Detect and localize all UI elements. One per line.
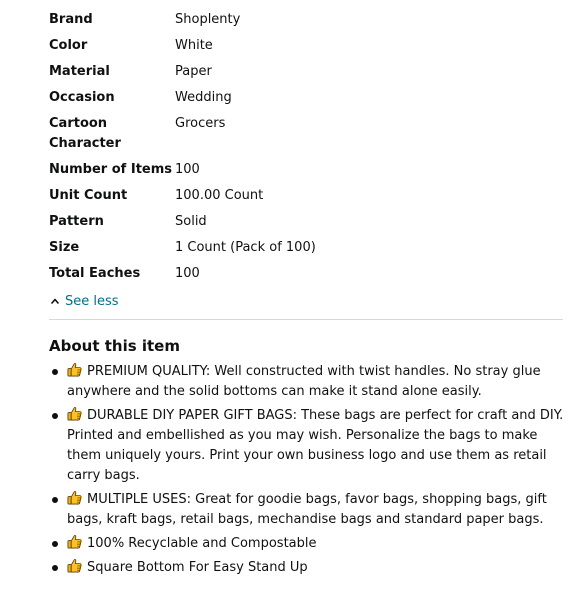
product-specs-table: [49, 10, 316, 290]
spec-label: Cartoon Character: [49, 116, 121, 151]
spec-label: Number of Items: [49, 162, 173, 177]
spec-label: Unit Count: [49, 188, 128, 203]
feature-bullets-list: [49, 362, 565, 578]
thumbs-up-icon: [67, 558, 82, 573]
feature-bullet: [49, 362, 565, 402]
spec-value: 1 Count (Pack of 100): [175, 240, 316, 255]
bullet-dot: [52, 497, 58, 503]
bullet-dot: [52, 413, 58, 419]
feature-bullet: [49, 406, 565, 486]
section-divider: [49, 319, 563, 320]
spec-row-total-eaches: [49, 264, 316, 290]
bullet-dot: [52, 565, 58, 571]
bullet-dot: [52, 541, 58, 547]
spec-row-occasion: [49, 88, 316, 114]
feature-bullet: [49, 490, 565, 530]
feature-bullet-text: DURABLE DIY PAPER GIFT BAGS: These bags are perfect for craft and DIY. Printed and embellished as you may wish. Personalize the bags to make them uniquely yours. Print your own business logo and use them as retail carry bags.: [67, 408, 564, 483]
spec-value: Grocers: [175, 116, 226, 131]
see-less-label: See less: [65, 293, 119, 309]
spec-value: 100.00 Count: [175, 188, 264, 203]
spec-value: 100: [175, 162, 200, 177]
bullet-dot: [52, 369, 58, 375]
spec-row-material: [49, 62, 316, 88]
feature-bullet: [49, 534, 565, 554]
feature-bullet: [49, 558, 565, 578]
thumbs-up-icon: [67, 406, 82, 421]
thumbs-up-icon: [67, 534, 82, 549]
see-less-link[interactable]: [49, 292, 565, 310]
product-details-section: [49, 0, 565, 582]
spec-value: Paper: [175, 64, 212, 79]
feature-bullet-text: PREMIUM QUALITY: Well constructed with twist handles. No stray glue anywhere and the solid bottoms can make it stand alone easily.: [67, 364, 541, 399]
spec-value: White: [175, 38, 213, 53]
thumbs-up-icon: [67, 490, 82, 505]
spec-label: Total Eaches: [49, 266, 141, 281]
spec-label: Brand: [49, 12, 93, 27]
spec-row-unit-count: [49, 186, 316, 212]
spec-label: Occasion: [49, 90, 115, 105]
spec-value: Shoplenty: [175, 12, 241, 27]
spec-row-cartoon-character: [49, 114, 316, 160]
spec-row-pattern: [49, 212, 316, 238]
feature-bullet-text: Square Bottom For Easy Stand Up: [87, 560, 308, 575]
feature-bullet-text: 100% Recyclable and Compostable: [87, 536, 317, 551]
spec-row-size: [49, 238, 316, 264]
spec-value: 100: [175, 266, 200, 281]
spec-value: Solid: [175, 214, 207, 229]
spec-label: Size: [49, 240, 80, 255]
chevron-up-icon: [51, 297, 59, 305]
feature-bullet-text: MULTIPLE USES: Great for goodie bags, favor bags, shopping bags, gift bags, kraft bags, retail bags, mechandise bags and standard paper bags.: [67, 492, 547, 527]
about-this-item-heading: About this item: [49, 337, 180, 355]
spec-row-number-of-items: [49, 160, 316, 186]
spec-label: Color: [49, 38, 88, 53]
spec-label: Material: [49, 64, 110, 79]
spec-value: Wedding: [175, 90, 232, 105]
spec-row-color: [49, 36, 316, 62]
spec-row-brand: [49, 10, 316, 36]
spec-label: Pattern: [49, 214, 104, 229]
thumbs-up-icon: [67, 362, 82, 377]
